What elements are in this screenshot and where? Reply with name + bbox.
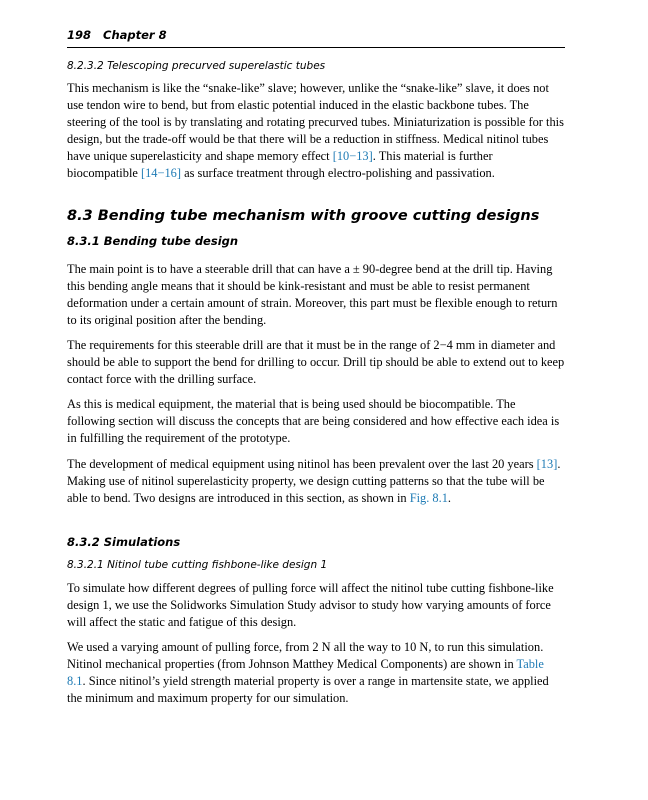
paragraph: The requirements for this steerable drill are that it must be in the range of 2−4 mm in diameter and should be able to support the bend for drilling to occur. Drill tip should be able to extend out to keep contact force with the drilling surface. xyxy=(67,337,565,387)
table-link[interactable]: Table 8.1 xyxy=(67,657,544,689)
text-run: . Making use of nitinol superelasticity property, we design cutting patterns so that the tube will be able to bend. Two designs are introduced in this section, as shown in xyxy=(67,456,561,505)
citation-link[interactable]: [14−16] xyxy=(140,166,182,181)
text-run: We used a varying amount of pulling force, from 2 N all the way to 10 N, to run this simulation. Nitinol mechanical properties (from Johnson Matthey Medical Components) are shown in xyxy=(67,640,544,672)
paragraph: The main point is to have a steerable drill that can have a ± 90-degree bend at the drill tip. Having this bending angle means that it should be kink-resistant and must be able to resist permanent deformation under a certain amount of strain. Moreover, this part must be flexible enough to return to its original position after the bending. xyxy=(67,261,558,327)
paragraph: As this is medical equipment, the material that is being used should be biocompatible. The following section will discuss the concepts that are being considered and how effective each idea is in fulfilling the requirement of the prototype. xyxy=(67,397,560,446)
subsection-heading-8-3-2: 8.3.2 Simulations xyxy=(67,534,181,549)
citation-link[interactable]: [13] xyxy=(536,456,558,471)
subsubsection-heading-8-3-2-1: 8.3.2.1 Nitinol tube cutting fishbone-like design 1 xyxy=(67,558,328,571)
text-run: . xyxy=(447,490,452,505)
paragraph xyxy=(67,639,565,707)
page-number: 198 xyxy=(67,28,92,42)
citation-link[interactable]: [10−13] xyxy=(332,149,373,164)
figure-link[interactable]: Fig. 8.1 xyxy=(409,490,448,505)
text-run: . This material is further biocompatible xyxy=(67,149,493,181)
text-run: as surface treatment through electro-polishing and passivation. xyxy=(181,166,495,181)
running-header xyxy=(67,28,565,48)
paragraph xyxy=(67,456,565,507)
chapter-title: Chapter 8 xyxy=(103,28,167,42)
section-heading-8-3: 8.3 Bending tube mechanism with groove cutting designs xyxy=(67,207,540,224)
text-run: This mechanism is like the “snake-like” slave; however, unlike the “snake-like” slave, it does not use tendon wire to bend, but from elastic potential induced in the elastic backbone tubes. The steering of the tool is by translating and rotating precurved tubes. Miniaturization is possible for this design, but the trade-off would be that there will be a reduction in stiffness. Medical nitinol tubes have unique superelasticity and shape memory effect xyxy=(67,81,564,164)
text-run: The development of medical equipment using nitinol has been prevalent over the last 20 years xyxy=(67,456,537,471)
text-run: . Since nitinol’s yield strength material property is over a range in martensite state, we applied the minimum and maximum property for our simulation. xyxy=(67,674,549,706)
paragraph: To simulate how different degrees of pulling force will affect the nitinol tube cutting fishbone-like design 1, we use the Solidworks Simulation Study advisor to study how varying amounts of force will affect the static and fatigue of this design. xyxy=(67,580,554,629)
page xyxy=(67,28,565,715)
paragraph xyxy=(67,80,565,183)
subsection-heading-8-3-1: 8.3.1 Bending tube design xyxy=(67,233,239,248)
subsubsection-heading-8-2-3-2: 8.2.3.2 Telescoping precurved superelastic tubes xyxy=(67,60,326,72)
